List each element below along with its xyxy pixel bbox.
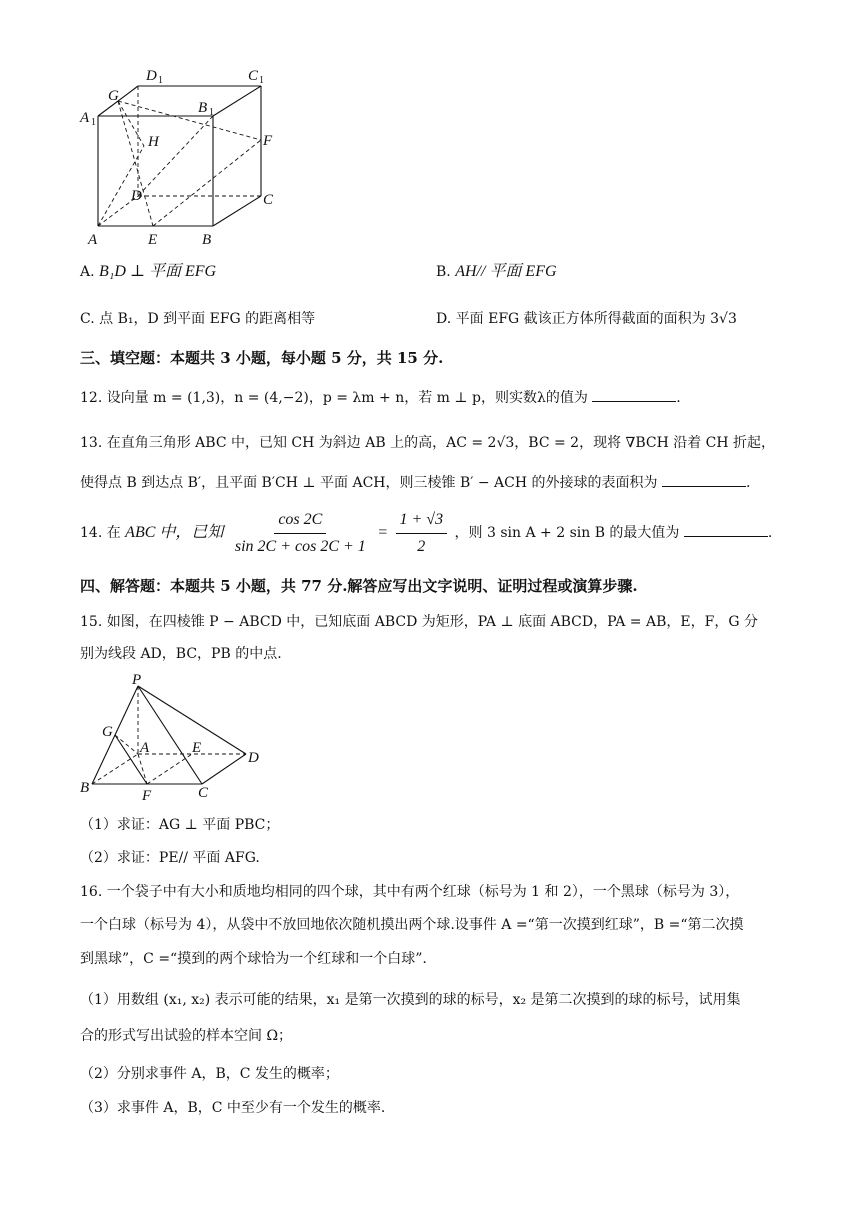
label-c1-sub: 1	[259, 75, 264, 86]
q13-end: .	[745, 475, 751, 491]
q16-part1b: 合的形式写出试验的样本空间 Ω；	[80, 1028, 293, 1044]
pyr-label-p: P	[132, 672, 142, 688]
q16-line2: 一个白球（标号为 4），从袋中不放回地依次随机摸出两个球.设事件 A =“第一次摸到红球”，B =“第二次摸	[80, 917, 744, 933]
label-g: G	[108, 88, 119, 104]
option-c-math: B₁，D 到平面 EFG 的距离相等	[117, 311, 316, 327]
q14-fraction-left	[231, 509, 370, 558]
q14-equals: =	[377, 524, 389, 541]
label-b1-sub: 1	[209, 107, 214, 118]
q14-frac1-den: sin 2C + cos 2C + 1	[234, 537, 366, 555]
q14-fraction-right	[396, 509, 448, 558]
option-b-math: AH// 平面 EFG	[455, 263, 557, 280]
q12-answer-blank[interactable]	[592, 387, 676, 402]
q14-end: .	[767, 525, 773, 541]
q13-answer-blank[interactable]	[662, 472, 746, 487]
option-d-math: EFG 截该正方体所得截面的面积为 3√3	[488, 311, 737, 327]
label-a1-sub: 1	[91, 117, 96, 128]
q16-line1: 16. 一个袋子中有大小和质地均相同的四个球，其中有两个红球（标号为 1 和 2），一个黑球（标号为 3），	[80, 884, 740, 900]
label-f: F	[263, 133, 273, 149]
pyr-label-c: C	[198, 785, 209, 801]
label-a1: A	[80, 110, 90, 126]
label-a: A	[88, 232, 98, 248]
section3-title: 三、填空题：本题共 3 小题，每小题 5 分，共 15 分.	[80, 349, 444, 367]
option-b-prefix: B.	[436, 264, 451, 280]
pyr-label-d: D	[248, 750, 259, 766]
label-b: B	[202, 232, 212, 248]
q14-triangle: ABC 中，已知	[125, 524, 224, 541]
label-d1: D	[146, 68, 157, 84]
q16-line3: 到黑球”，C =“摸到的两个球恰为一个红球和一个白球”.	[80, 951, 427, 967]
q13-line2	[80, 472, 750, 493]
pyr-label-b: B	[80, 780, 90, 796]
q12-end: .	[676, 390, 681, 406]
q14	[80, 508, 772, 558]
cube-figure	[78, 64, 278, 250]
pyr-label-e: E	[192, 740, 202, 756]
option-c	[80, 309, 315, 329]
option-d	[436, 309, 737, 329]
label-d: D	[131, 188, 142, 204]
q14-frac1-num: cos 2C	[274, 509, 326, 534]
label-h: H	[148, 134, 159, 150]
section4-title: 四、解答题：本题共 5 小题，共 77 分.解答应写出文字说明、证明过程或演算步骤.	[80, 577, 638, 595]
q16-part3: （3）求事件 A，B，C 中至少有一个发生的概率.	[80, 1100, 386, 1116]
option-a	[80, 262, 216, 282]
option-d-prefix: D. 平面	[436, 311, 484, 327]
q12	[80, 387, 681, 408]
pyr-label-f: F	[142, 788, 152, 804]
label-e: E	[148, 232, 158, 248]
q14-suffix: ，则 3 sin A + 2 sin B 的最大值为	[454, 525, 680, 541]
q15-part1: （1）求证：AG ⊥ 平面 PBC；	[80, 817, 280, 833]
pyr-label-a: A	[140, 740, 150, 756]
q13-line2-text: 使得点 B 到达点 B′，且平面 B′CH ⊥ 平面 ACH，则三棱锥 B′ − ACH 的外接球的表面积为	[80, 475, 658, 491]
q13-line1: 13. 在直角三角形 ABC 中，已知 CH 为斜边 AB 上的高，AC = 2√3，BC = 2，现将 ∇BCH 沿着 CH 折起，	[80, 435, 776, 451]
label-d1-sub: 1	[158, 75, 163, 86]
q15-line2: 别为线段 AD，BC，PB 的中点.	[80, 646, 282, 662]
option-a-prefix: A.	[80, 264, 95, 280]
q14-prefix: 14. 在	[80, 525, 121, 541]
label-c1: C	[248, 68, 259, 84]
option-a-math: B₁D ⊥ 平面 EFG	[99, 263, 217, 280]
q15-line1: 15. 如图，在四棱锥 P − ABCD 中，已知底面 ABCD 为矩形，PA ⊥ 底面 ABCD，PA = AB，E，F，G 分	[80, 614, 758, 630]
option-c-prefix: C. 点	[80, 311, 114, 327]
q14-frac2-num: 1 + √3	[396, 509, 448, 534]
q14-frac2-den: 2	[417, 537, 426, 555]
label-b1: B	[198, 100, 208, 116]
pyr-label-g: G	[102, 724, 113, 740]
q15-part2: （2）求证：PE// 平面 AFG.	[80, 850, 260, 866]
option-b	[436, 262, 557, 282]
q16-part2: （2）分别求事件 A，B，C 发生的概率；	[80, 1066, 339, 1082]
pyramid-figure	[76, 672, 276, 806]
q14-answer-blank[interactable]	[684, 522, 768, 537]
q16-part1a: （1）用数组 (x₁, x₂) 表示可能的结果，x₁ 是第一次摸到的球的标号，x₂ 是第二次摸到的球的标号，试用集	[80, 992, 741, 1008]
q12-text: 12. 设向量 m = (1,3)，n = (4,−2)，p = λm + n，若 m ⊥ p，则实数λ的值为	[80, 390, 588, 406]
label-c: C	[263, 192, 274, 208]
